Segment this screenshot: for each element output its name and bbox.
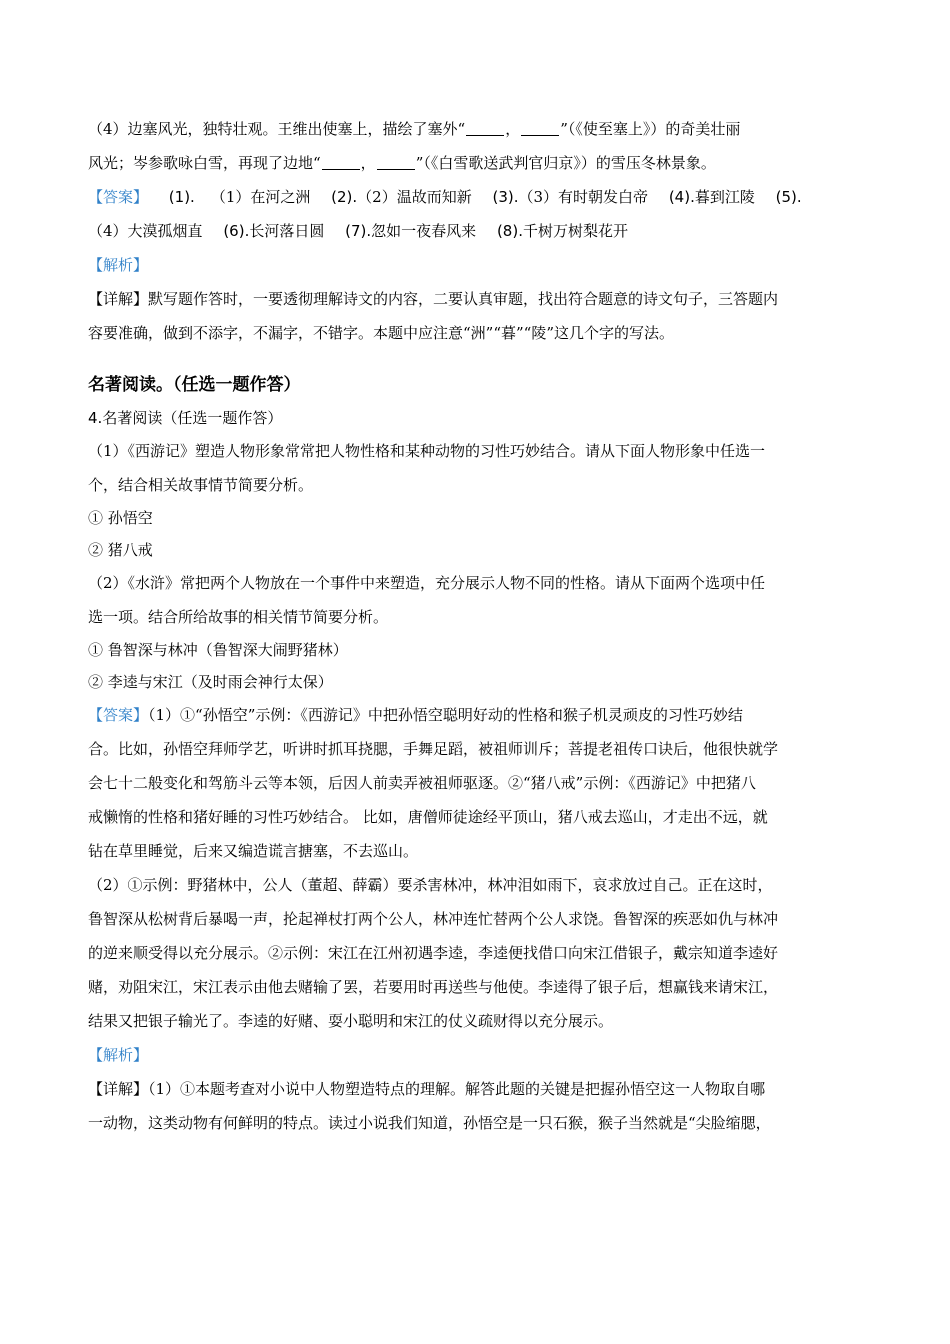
q4-answer-line: 戒懒惰的性格和猪好睡的习性巧妙结合。 比如，唐僧师徒途经平顶山，猪八戒去巡山，才走出不远，就 bbox=[88, 808, 768, 826]
answer-number: (5). bbox=[775, 188, 802, 206]
q4-option-zhubajie: ② 猪八戒 bbox=[88, 541, 153, 559]
document-page bbox=[88, 112, 864, 1140]
q4-answer-line: 合。比如，孙悟空拜师学艺，听讲时抓耳挠腮，手舞足蹈，被祖师训斥；菩提老祖传口诀后，他很快就学 bbox=[88, 740, 779, 758]
answer-text: （1）①“孙悟空”示例：《西游记》中把孙悟空聪明好动的性格和猴子机灵顽皮的习性巧妙结 bbox=[148, 706, 743, 724]
q4-part2-line2: 选一项。结合所给故事的相关情节简要分析。 bbox=[88, 608, 389, 626]
answer-text: 暮到江陵 bbox=[694, 188, 755, 206]
q4-answer-line: 钻在草里睡觉，后来又编造谎言搪塞，不去巡山。 bbox=[88, 842, 419, 860]
q4-analysis-tag: 【解析】 bbox=[88, 1046, 149, 1064]
question-stem: 名著阅读（任选一题作答） bbox=[102, 409, 283, 427]
q3-answer-line1 bbox=[88, 180, 864, 214]
section-title: 名著阅读。（任选一题作答） bbox=[88, 375, 301, 395]
q4-part1-line1: （1）《西游记》塑造人物形象常常把人物性格和某种动物的习性巧妙结合。请从下面人物形象中任选一 bbox=[88, 442, 766, 460]
text-segment: （4）边塞风光，独特壮观。王维出使塞上，描绘了塞外“ bbox=[88, 120, 466, 138]
detail-text: （1）①本题考查对小说中人物塑造特点的理解。解答此题的关键是把握孙悟空这一人物取自哪 bbox=[148, 1080, 766, 1098]
answer-number: (7). bbox=[345, 222, 372, 240]
answer-text: （1）在河之洲 bbox=[210, 188, 311, 206]
answer-number: (6). bbox=[223, 222, 250, 240]
q4-answer-line: （2）①示例：野猪林中，公人（董超、薛霸）要杀害林冲，林冲泪如雨下，哀求放过自己。正在这时， bbox=[88, 876, 773, 894]
fill-blank[interactable] bbox=[377, 153, 415, 170]
q3-detail-line2: 容要准确，做到不添字，不漏字，不错字。本题中应注意“洲”“暮”“陵”这几个字的写法。 bbox=[88, 324, 675, 342]
q4-answer-line: 赌，劝阻宋江，宋江表示由他去赌输了罢，若要用时再送些与他使。李逵得了银子后，想赢钱来请宋江， bbox=[88, 978, 779, 996]
answer-text: （2）温故而知新 bbox=[357, 188, 472, 206]
q4-answer-line bbox=[88, 698, 864, 732]
q4-detail-line1 bbox=[88, 1072, 864, 1106]
fill-blank[interactable] bbox=[521, 119, 559, 136]
q3-detail-line1 bbox=[88, 282, 864, 316]
answer-text: 千树万树梨花开 bbox=[522, 222, 628, 240]
answer-text: （3）有时朝发白帝 bbox=[518, 188, 649, 206]
answer-tag: 【答案】 bbox=[88, 706, 149, 724]
answer-number: (4). bbox=[668, 188, 695, 206]
fill-blank[interactable] bbox=[322, 153, 360, 170]
text-segment: ， bbox=[360, 154, 376, 172]
q4-answer-line: 结果又把银子输光了。李逵的好赌、耍小聪明和宋江的仗义疏财得以充分展示。 bbox=[88, 1012, 614, 1030]
answer-number: (8). bbox=[496, 222, 523, 240]
q4-option-luzhishen: ① 鲁智深与林冲（鲁智深大闹野猪林） bbox=[88, 641, 348, 659]
q4-part2-line1: （2）《水浒》常把两个人物放在一个事件中来塑造，充分展示人物不同的性格。请从下面两个选项中任 bbox=[88, 574, 766, 592]
detail-text: 默写题作答时，一要透彻理解诗文的内容，二要认真审题，找出符合题意的诗文句子，三答题内 bbox=[148, 290, 779, 308]
q4-option-sunwukong: ① 孙悟空 bbox=[88, 509, 153, 527]
q3-answer-line2 bbox=[88, 214, 864, 248]
answer-text: 长河落日圆 bbox=[249, 222, 325, 240]
fill-blank[interactable] bbox=[466, 119, 504, 136]
answer-text: （4）大漠孤烟直 bbox=[88, 222, 203, 240]
q3-analysis-tag: 【解析】 bbox=[88, 256, 149, 274]
text-segment: 风光；岑参歌咏白雪，再现了边地“ bbox=[88, 154, 321, 172]
detail-tag: 【详解】 bbox=[88, 290, 149, 308]
q3-part4-line2 bbox=[88, 146, 864, 180]
question-number: 4. bbox=[88, 409, 103, 427]
q4-detail-line2: 一动物，这类动物有何鲜明的特点。读过小说我们知道，孙悟空是一只石猴，猴子当然就是“尖脸缩腮， bbox=[88, 1114, 771, 1132]
answer-tag: 【答案】 bbox=[88, 188, 149, 206]
answer-number: (3). bbox=[492, 188, 519, 206]
detail-tag: 【详解】 bbox=[88, 1080, 149, 1098]
text-segment: ， bbox=[505, 120, 521, 138]
answer-number: (2). bbox=[331, 188, 358, 206]
answer-text: 忽如一夜春风来 bbox=[371, 222, 477, 240]
q4-stem bbox=[88, 402, 864, 434]
q4-option-likui: ② 李逵与宋江（及时雨会神行太保） bbox=[88, 673, 333, 691]
q4-answer-line: 会七十二般变化和驾筋斗云等本领，后因人前卖弄被祖师驱逐。②“猪八戒”示例：《西游记》中把猪八 bbox=[88, 774, 756, 792]
answer-number: (1). bbox=[168, 188, 195, 206]
q4-answer-line: 的逆来顺受得以充分展示。②示例：宋江在江州初遇李逵，李逵便找借口向宋江借银子，戴宗知道李逵好 bbox=[88, 944, 779, 962]
text-segment: ”（《使至塞上》）的奇美壮丽 bbox=[560, 120, 741, 138]
q4-part1-line2: 个，结合相关故事情节简要分析。 bbox=[88, 476, 314, 494]
text-segment: ”（《白雪歌送武判官归京》）的雪压冬林景象。 bbox=[415, 154, 716, 172]
q3-part4-line1 bbox=[88, 112, 864, 146]
q4-answer-line: 鲁智深从松树背后暴喝一声，抡起禅杖打两个公人，林冲连忙替两个公人求饶。鲁智深的疾恶如仇与林冲 bbox=[88, 910, 779, 928]
